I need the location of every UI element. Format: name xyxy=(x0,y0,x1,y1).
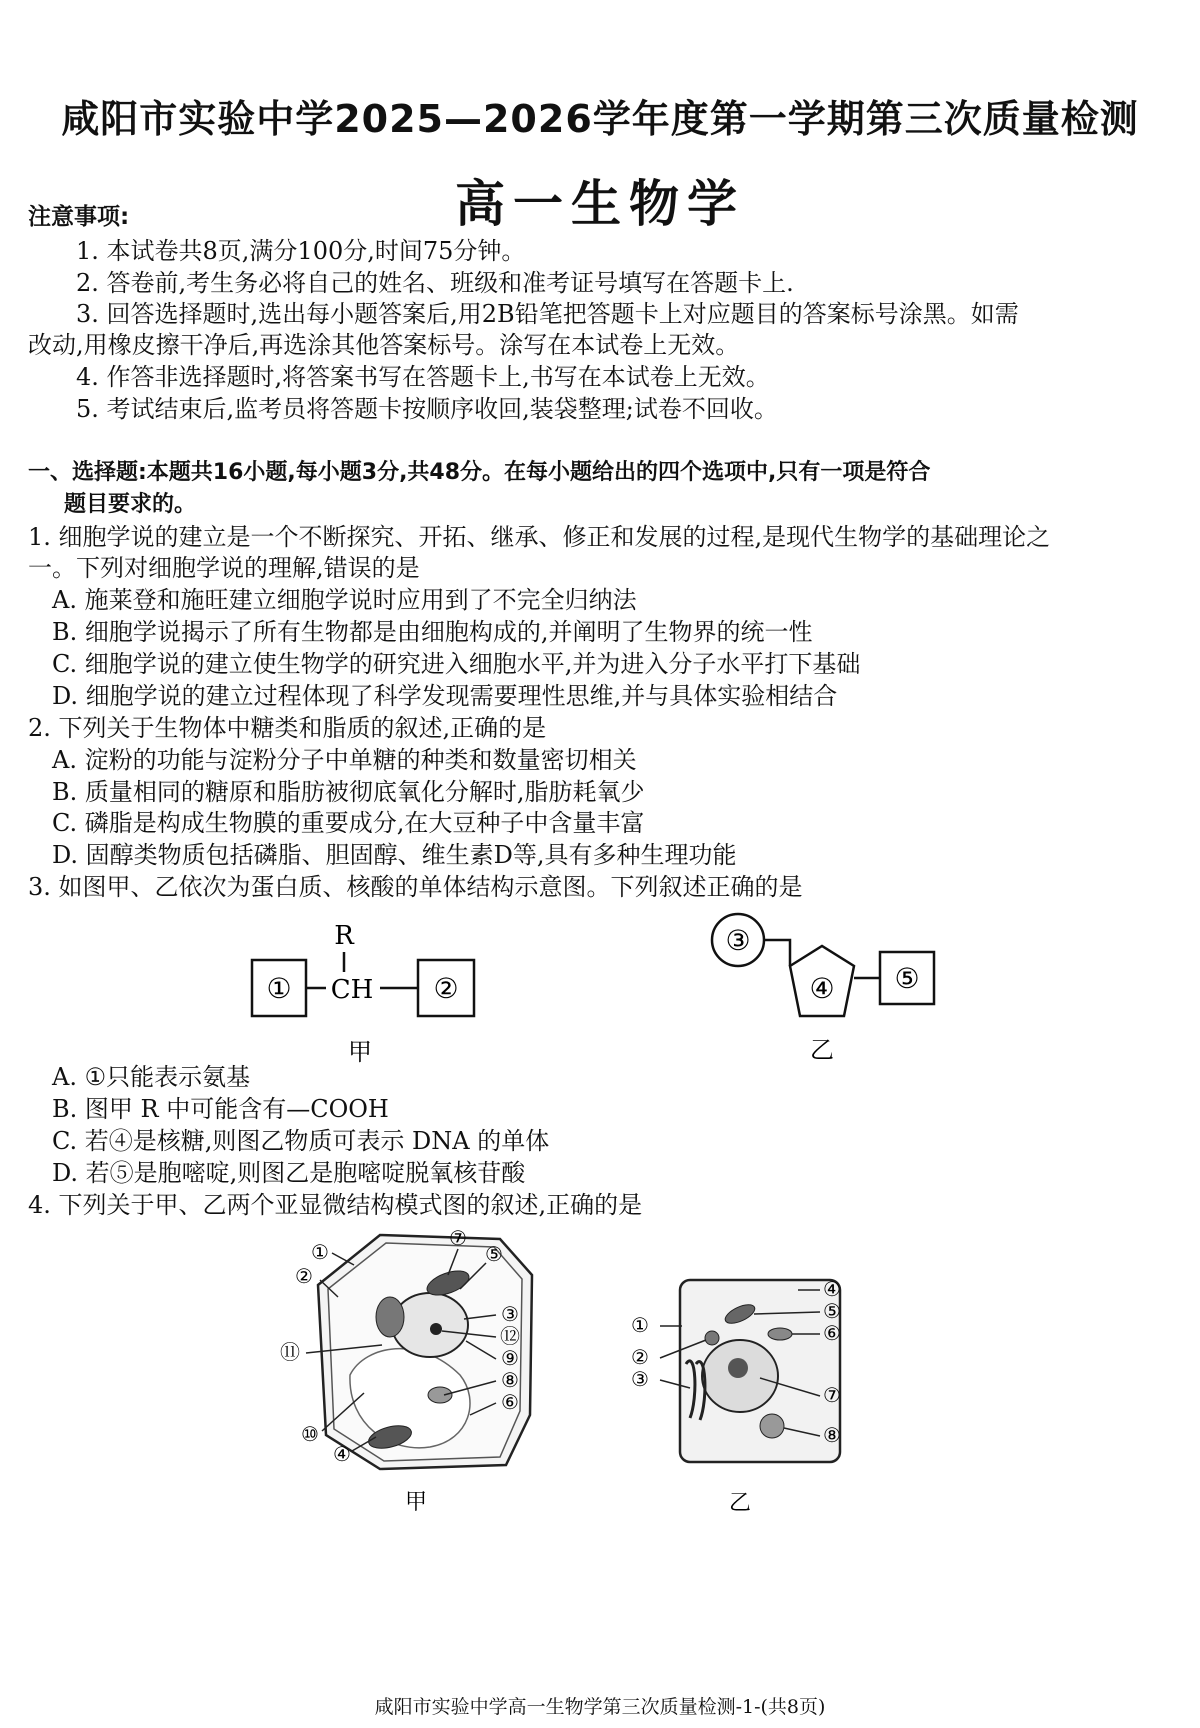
cell-b-label: ⑧ xyxy=(823,1423,841,1447)
q3-option-b: B. 图甲 R 中可能含有—COOH xyxy=(52,1095,389,1123)
figure-caption-cell-a: 甲 xyxy=(404,1490,428,1515)
page-footer: 咸阳市实验中学高一生物学第三次质量检测-1-(共8页) xyxy=(374,1696,826,1718)
cell-a-label: ① xyxy=(311,1240,329,1264)
base-label: ⑤ xyxy=(894,962,920,995)
cell-a-label: ⑧ xyxy=(501,1368,519,1392)
section-heading-cont: 题目要求的。 xyxy=(64,492,197,517)
q1-option-b: B. 细胞学说揭示了所有生物都是由细胞构成的,并阐明了生物界的统一性 xyxy=(52,618,813,646)
cell-b-label: ⑤ xyxy=(823,1299,841,1323)
cell-b-label: ⑦ xyxy=(823,1383,841,1407)
group-2-label: ② xyxy=(433,972,459,1005)
cell-a-label: ⑪ xyxy=(280,1340,300,1364)
cell-a-label: ⑫ xyxy=(500,1324,520,1348)
r-group-label: R xyxy=(334,921,354,951)
section-heading: 一、选择题:本题共16小题,每小题3分,共48分。在每小题给出的四个选项中,只有一项是符合 xyxy=(28,460,931,485)
figure-caption-cell-b: 乙 xyxy=(728,1491,752,1516)
cell-a-label: ⑤ xyxy=(485,1242,503,1266)
group-1-label: ① xyxy=(266,972,292,1005)
sugar-label: ④ xyxy=(809,972,835,1005)
q2-option-b: B. 质量相同的糖原和脂肪被彻底氧化分解时,脂肪耗氧少 xyxy=(52,778,645,806)
q3-stem: 3. 如图甲、乙依次为蛋白质、核酸的单体结构示意图。下列叙述正确的是 xyxy=(28,873,803,901)
note-item: 1. 本试卷共8页,满分100分,时间75分钟。 xyxy=(76,237,526,265)
q1-option-d: D. 细胞学说的建立过程体现了科学发现需要理性思维,并与具体实验相结合 xyxy=(52,682,838,710)
cell-a-label: ⑦ xyxy=(449,1226,467,1250)
cell-b-label: ⑥ xyxy=(823,1321,841,1345)
cell-a-label: ⑩ xyxy=(301,1422,319,1446)
note-item: 5. 考试结束后,监考员将答题卡按顺序收回,装袋整理;试卷不回收。 xyxy=(76,395,778,423)
note-item: 改动,用橡皮擦干净后,再选涂其他答案标号。涂写在本试卷上无效。 xyxy=(28,331,740,359)
q3-option-c: C. 若④是核糖,则图乙物质可表示 DNA 的单体 xyxy=(52,1127,550,1155)
notes-heading: 注意事项: xyxy=(28,204,130,230)
cell-b-label: ④ xyxy=(823,1277,841,1301)
cell-a-label: ⑨ xyxy=(501,1346,519,1370)
q2-option-a: A. 淀粉的功能与淀粉分子中单糖的种类和数量密切相关 xyxy=(52,746,637,774)
plant-cell-diagram xyxy=(270,1225,570,1515)
note-item: 4. 作答非选择题时,将答案书写在答题卡上,书写在本试卷上无效。 xyxy=(76,363,770,391)
ch-label: CH xyxy=(330,975,374,1005)
figure-caption-jia: 甲 xyxy=(348,1038,372,1066)
q1-option-a: A. 施莱登和施旺建立细胞学说时应用到了不完全归纳法 xyxy=(52,586,637,614)
q2-option-c: C. 磷脂是构成生物膜的重要成分,在大豆种子中含量丰富 xyxy=(52,809,645,837)
q4-stem: 4. 下列关于甲、乙两个亚显微结构模式图的叙述,正确的是 xyxy=(28,1191,643,1219)
q3-option-d: D. 若⑤是胞嘧啶,则图乙是胞嘧啶脱氧核苷酸 xyxy=(52,1159,526,1187)
note-item: 3. 回答选择题时,选出每小题答案后,用2B铅笔把答题卡上对应题目的答案标号涂黑。如需 xyxy=(76,300,1019,328)
cell-a-label: ⑥ xyxy=(501,1390,519,1414)
cell-b-label: ① xyxy=(631,1313,649,1337)
amino-acid-diagram xyxy=(240,910,540,1070)
cell-a-label: ③ xyxy=(501,1302,519,1326)
q3-option-a: A. ①只能表示氨基 xyxy=(52,1063,251,1091)
cell-b-label: ② xyxy=(631,1345,649,1369)
subject-title: 高一生物学 xyxy=(455,175,745,233)
q1-stem-cont: 一。下列对细胞学说的理解,错误的是 xyxy=(28,554,420,582)
q2-stem: 2. 下列关于生物体中糖类和脂质的叙述,正确的是 xyxy=(28,714,547,742)
note-item: 2. 答卷前,考生务必将自己的姓名、班级和准考证号填写在答题卡上. xyxy=(76,269,794,297)
q1-stem: 1. 细胞学说的建立是一个不断探究、开拓、继承、修正和发展的过程,是现代生物学的基础理论之 xyxy=(28,523,1051,551)
q2-option-d: D. 固醇类物质包括磷脂、胆固醇、维生素D等,具有多种生理功能 xyxy=(52,841,737,869)
q1-option-c: C. 细胞学说的建立使生物学的研究进入细胞水平,并为进入分子水平打下基础 xyxy=(52,650,861,678)
phosphate-label: ③ xyxy=(725,924,751,957)
cell-b-label: ③ xyxy=(631,1367,649,1391)
cell-a-label: ④ xyxy=(333,1442,351,1466)
figure-caption-yi: 乙 xyxy=(810,1036,834,1064)
cell-a-label: ② xyxy=(295,1264,313,1288)
animal-cell-diagram xyxy=(620,1268,870,1518)
exam-title: 咸阳市实验中学2025—2026学年度第一学期第三次质量检测 xyxy=(61,97,1139,141)
nucleotide-diagram xyxy=(700,908,1000,1078)
